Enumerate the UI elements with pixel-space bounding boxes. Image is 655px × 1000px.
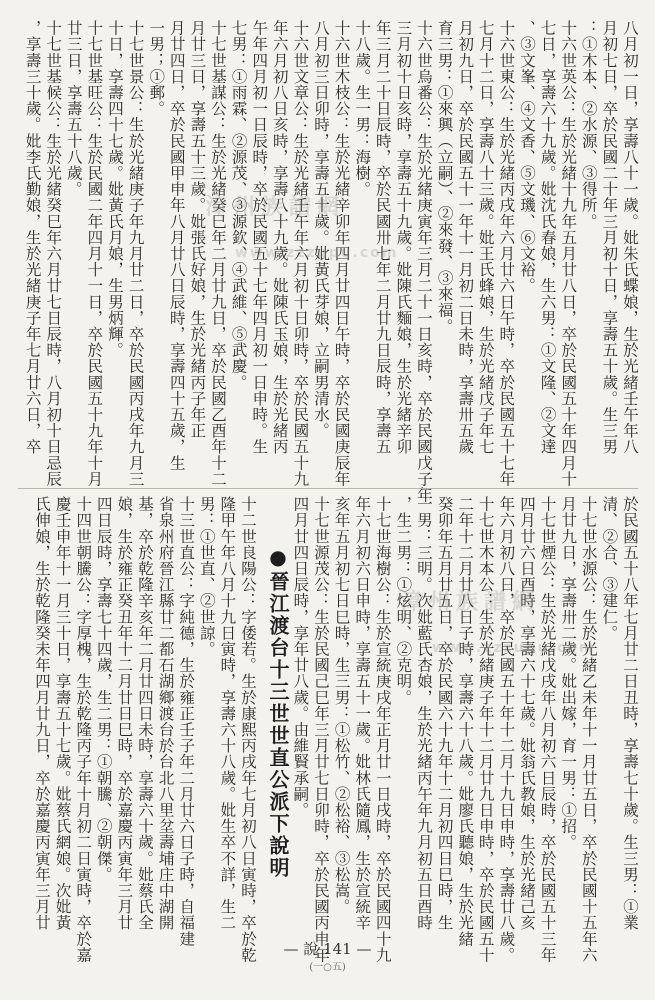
text-column: ：①木本、②水源、③得所。	[579, 20, 598, 230]
text-column: 十七世基旺公：生於民國二年四月十一日，卒於民國五十九年十月	[85, 20, 104, 487]
text-column: 年三月二十日辰時，卒於民國卅七年二月廿九日辰時，享壽五	[373, 20, 392, 455]
watermark-url-lower: www.zzzupu.com	[432, 640, 596, 656]
text-column: 十四世朝騰公：字厚槐，生於乾隆丙子年十月初二日寅時，卒於嘉	[74, 496, 93, 963]
section-divider	[18, 488, 638, 489]
text-column: 十七世煙公：生於光緒戊戌年八月初六日辰時，卒於民國五十三年	[538, 496, 557, 963]
text-column: 七男：①雨霖、②源茂、③源欽、④武維、⑤武慶。	[229, 20, 248, 391]
text-column: 七日，享壽六十九歲。妣沈氏春娘，生六男：①文隆、②文達	[538, 20, 557, 455]
text-column: 月初七日，卒於民國二十年三月初十日，享壽五十歲。生三男	[600, 20, 619, 455]
text-column: 娘，生於雍正癸丑年十二月廿日巳時，卒於嘉慶丙寅年三月廿	[115, 496, 134, 931]
text-column: 十八歲。生一男：海樹。	[353, 20, 372, 198]
text-column: ，享壽三十歲。妣李氏勤娘，生於光緒庚子年七月廿六日，卒	[23, 20, 42, 455]
text-column: 十七世基謀公：生於光緒癸巳年二月廿九日，卒於民國乙酉年十二	[209, 20, 227, 487]
bullet-dot-icon: ●	[266, 545, 290, 571]
text-column: 七月十二日，享壽八十三歲。妣王氏蜂娘，生於光緒戊子年七	[476, 20, 495, 455]
text-column: 十六世文章公：生於光緒壬午年六月初十日卯時，卒於民國五十九	[291, 20, 310, 487]
text-column: 三月初十日亥時，享壽五十九歲。妣陳氏麵娘，生於光緒辛卯	[394, 20, 413, 455]
text-column: 四日辰時，享壽七十四歲，生二男：①朝騰、②朝傑。	[94, 496, 113, 883]
text-column: 十三世直公：字純德，生於雍正壬子年二月廿六日子時，自福建	[177, 496, 196, 947]
text-column: 亥年五月初七日巳時，生三男：①松竹、②松裕、③松嵩。	[332, 496, 351, 915]
text-column: 月初九日，卒於民國五十一年十一月初二日未時，享壽卅五歲	[456, 20, 475, 455]
text-column: 隆甲午年八月十九日寅時，享壽六十八歲。妣生卒不詳，生二	[218, 496, 237, 931]
sub-page-number: (一○五)	[309, 962, 346, 973]
text-column: 午年四月初一日辰時，卒於民國五十七年四月初一日申時。生	[250, 20, 269, 455]
text-column: 月廿三日，享壽五十三歲。妣張氏好娘，生於光緒丙子年正	[188, 20, 207, 439]
text-column: 八月初一日，享壽八十一歲。妣朱氏蝶娘，生於光緒壬午年八	[621, 20, 639, 455]
text-column: 癸卯年五月廿五日，卒於民國六十九年十二月初四日巳時，生	[435, 496, 454, 931]
section-heading-text: 晉江渡台十三世世直公派下說明	[266, 571, 290, 879]
text-column: 二年十二月廿八日子時，享壽六十八歲。妣廖氏聽娘，生於光緒	[456, 496, 475, 947]
text-column: 十日，享壽四十七歲。妣黃氏月娘，生男炳輝。	[106, 20, 124, 359]
text-column: 十七世水源公：生於光緒乙未年十一月廿五日，卒於民國十五年六	[579, 496, 598, 963]
watermark-url: www.zzzupu.com	[235, 245, 399, 261]
text-column: 十二世良陽公：字倭若。生於康熙丙戌年七月初八日寅時，卒於乾	[239, 496, 257, 963]
text-column: 一男：三明。次妣藍氏杏娘，生於光緒丙午年九月初五日酉時	[415, 496, 433, 931]
text-column: 年六月初六日申時，享壽五十一歲。妣林氏隨鳳，生於宣統辛	[353, 496, 372, 931]
text-column: 、③文峯、④文香、⑤文璣、⑥文裕。	[518, 20, 536, 294]
text-column: 月廿四日，卒於民國甲申年八月廿八日辰時，享壽四十五歲，生	[167, 20, 186, 471]
text-column: 十六世英公：生於光緒十九年五月廿八日，卒於民國五十年四月十	[559, 20, 578, 487]
section-heading	[264, 545, 293, 879]
text-column: 慶壬申年十一月三十日，享壽五十七歲。妣蔡氏網娘。次妣黃	[53, 496, 72, 931]
text-column: 基，卒於乾隆辛亥年二月廿四日未時，享壽六十歲。妣蔡氏全	[136, 496, 154, 931]
text-column: 十七世源茂公：生於民國己巳年三月廿七日卯時，卒於民國丙申年	[312, 496, 330, 963]
watermark-text: 漳州族譜網	[205, 195, 346, 220]
text-column: 四月廿四日辰時，享年廿八歲。由維賢承嗣。	[291, 496, 310, 818]
text-column: 氏伸娘，生於乾隆癸未年四月廿九日，卒於嘉慶丙寅年三月廿	[33, 496, 51, 931]
text-column: 十七世海樹公：生於宣統庚戌年正月廿一日戌時，卒於民國四十九	[373, 496, 392, 963]
text-column: 十六世木枝公：生於光緒辛卯年四月廿四日午時，卒於民國庚辰年	[332, 20, 351, 487]
text-column: 於民國五十八年七月廿二日丑時，享壽七十歲。生三男：①業	[621, 496, 639, 931]
text-column: 四月廿六日酉時，享壽六十七歲。妣翁氏教娘，生於光緒己亥	[518, 496, 536, 931]
text-column: 育三男：①來興（立嗣）、②來發、③來福。	[435, 20, 454, 335]
text-column: 年六月初八日，卒於民國五十年十二月十九日申時，享壽廿八歲。	[497, 496, 516, 963]
text-column: 男：①世直、②世諒。	[197, 496, 216, 657]
text-column: 月廿九日，享壽卅二歲。妣出嫁，育一男：①招。	[559, 496, 578, 851]
text-column: 清、②合、③建仁。	[600, 496, 619, 641]
text-column: 十七世基候公：生於光緒癸巳年六月廿七日辰時，八月初十日忌辰	[44, 20, 63, 487]
text-column: 十七世木本公：生於光緒庚子年十二月廿九日申時，卒於民國五十	[476, 496, 495, 963]
text-column: 八月初三日卯時，享壽五十歲。妣黃氏芽娘，立嗣男清水。	[312, 20, 330, 439]
text-column: 年六月初八日亥時，享壽八十九歲。妣陳氏玉娘，生於光緒丙	[270, 20, 289, 455]
text-column: 省泉州府晉江縣廿二都石湖鄉渡台於台北八里坌壽埔庄中湖開	[156, 496, 175, 931]
watermark-text-lower: 漳州族譜網	[400, 590, 541, 615]
text-column: ，生二男：①炫明、②克明。	[394, 496, 413, 706]
text-column: 廿三日，享壽五十八歲。	[64, 20, 83, 198]
text-column: 一男；①郵。	[147, 20, 166, 117]
text-column: 十六世東公：生於光緒丙戌年六月廿六日午時，卒於民國五十七年	[497, 20, 516, 487]
text-column: 十七世景公：生於光緒庚子年九月廿二日，卒於民國丙戌年九月三	[126, 20, 145, 487]
page-number: — 說 141 —	[283, 940, 372, 958]
text-column: 十六世烏番公：生於光緒庚寅年三月二十一日亥時，卒於民國戊子年	[415, 20, 433, 503]
